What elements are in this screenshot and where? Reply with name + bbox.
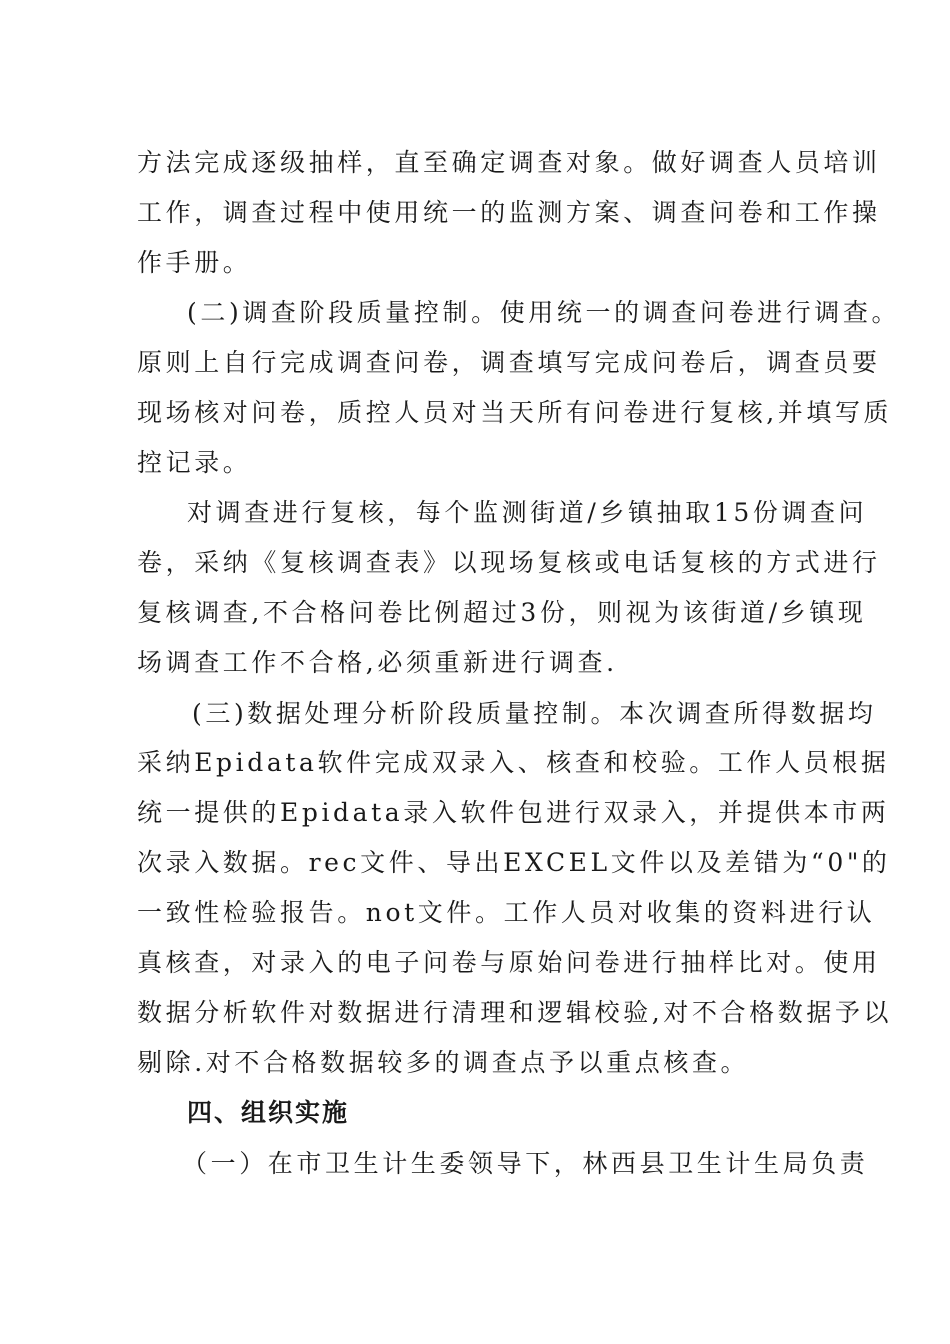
text-line: 一致性检验报告。not文件。工作人员对收集的资料进行认 — [137, 898, 876, 927]
text-line: 原则上自行完成调查问卷，调查填写完成问卷后，调查员要 — [137, 348, 881, 377]
text-line: 真核查，对录入的电子问卷与原始问卷进行抽样比对。使用 — [137, 948, 881, 977]
section-heading-3: (三)数据处理分析阶段质量控制。本次调查所得数据均 — [192, 699, 877, 728]
text-line: 控记录。 — [137, 448, 252, 477]
text-line: 采纳Epidata软件完成双录入、核查和校验。工作人员根据 — [137, 748, 890, 777]
text-line: 现场核对问卷，质控人员对当天所有问卷进行复核,并填写质 — [137, 398, 893, 427]
text-line: 复核调查,不合格问卷比例超过3份，则视为该街道/乡镇现 — [137, 598, 867, 627]
text-line: 数据分析软件对数据进行清理和逻辑校验,对不合格数据予以 — [137, 998, 893, 1027]
text-line: 对调查进行复核，每个监测街道/乡镇抽取15份调查问 — [187, 498, 868, 527]
text-line: 工作，调查过程中使用统一的监测方案、调查问卷和工作操 — [137, 198, 881, 227]
section-heading-4: 四、组织实施 — [187, 1098, 350, 1127]
text-line: （一）在市卫生计生委领导下，林西县卫生计生局负责 — [182, 1149, 869, 1178]
text-line: 方法完成逐级抽样，直至确定调查对象。做好调查人员培训 — [137, 148, 881, 177]
text-line: 卷，采纳《复核调查表》以现场复核或电话复核的方式进行 — [137, 548, 881, 577]
text-line: 剔除.对不合格数据较多的调查点予以重点核查。 — [137, 1048, 750, 1077]
text-line: 统一提供的Epidata录入软件包进行双录入，并提供本市两 — [137, 798, 890, 827]
section-heading-2: (二)调查阶段质量控制。使用统一的调查问卷进行调查。 — [187, 298, 901, 327]
text-line: 场调查工作不合格,必须重新进行调查. — [137, 648, 618, 677]
text-line: 作手册。 — [137, 248, 252, 277]
text-line: 次录入数据。rec文件、导出EXCEL文件以及差错为“0"的 — [137, 848, 891, 877]
